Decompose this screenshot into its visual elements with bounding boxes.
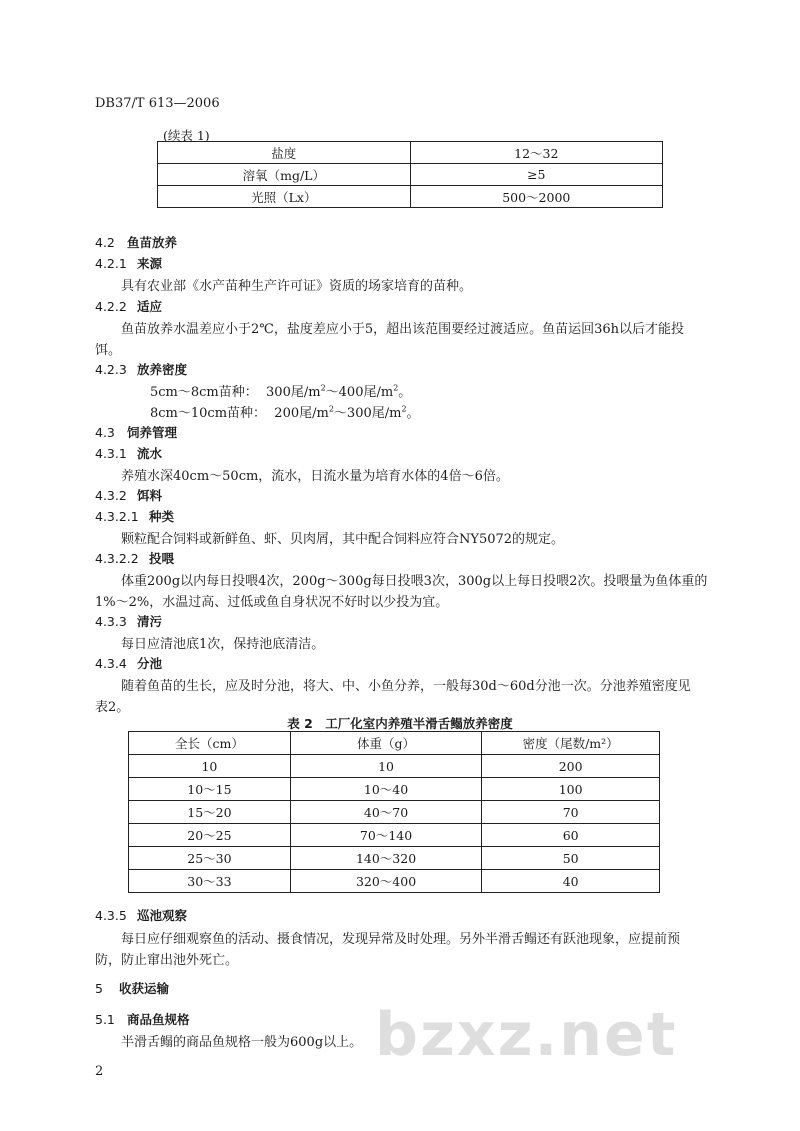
paragraph-line: 每日应仔细观察鱼的活动、摄食情况，发现异常及时处理。另外半滑舌鳎还有跃池现象，应提前预 (121, 932, 681, 947)
table-row (129, 801, 660, 824)
table-cell: 盐度 (158, 142, 411, 164)
heading-4-3-4 (95, 654, 162, 672)
section-number: 4.3 (95, 425, 115, 440)
heading-4-2-2 (95, 297, 162, 315)
table-cell: 40 (482, 870, 660, 893)
section-title: 清污 (136, 614, 162, 629)
paragraph: 具有农业部《水产苗种生产许可证》资质的场家培育的苗种。 (121, 279, 473, 294)
table-row (158, 164, 663, 186)
section-title: 收获运输 (118, 981, 169, 996)
table-cell: 500～2000 (410, 186, 662, 208)
superscript: 2 (320, 383, 326, 393)
table-cell: 60 (482, 824, 660, 847)
section-number: 4.3.3 (95, 614, 127, 629)
table-cell: 20～25 (129, 824, 291, 847)
paragraph-line: 体重200g以内每日投喂4次，200g～300g每日投喂3次，300g以上每日投喂2次。投喂量为鱼体重的 (121, 574, 708, 589)
paragraph-line: 表2。 (95, 700, 130, 715)
density-line-5-8cm (150, 381, 411, 400)
section-number: 4.2.1 (95, 256, 127, 271)
spec-label: 8cm～10cm苗种： (150, 406, 267, 421)
section-title: 种类 (148, 509, 174, 524)
table-cell: 140～320 (290, 847, 481, 870)
section-title: 来源 (136, 256, 162, 271)
paragraph-line: 1%～2%，水温过高、过低或鱼自身状况不好时以少投为宜。 (95, 595, 449, 610)
paragraph-line: 随着鱼苗的生长，应及时分池，将大、中、小鱼分养，一般每30d～60d分池一次。分池养殖密度见 (121, 679, 691, 694)
table-cell: 70～140 (290, 824, 481, 847)
section-number: 4.3.2.2 (95, 551, 139, 566)
section-number: 4.3.5 (95, 908, 127, 923)
table-cell: 10～15 (129, 778, 291, 801)
heading-5 (95, 979, 169, 997)
heading-4-3-2-1 (95, 507, 174, 525)
paragraph: 养殖水深40cm～50cm，流水，日流水量为培育水体的4倍～6倍。 (121, 469, 509, 484)
section-title: 鱼苗放养 (126, 235, 177, 250)
section-title: 适应 (136, 299, 162, 314)
section-title: 饵料 (136, 488, 162, 503)
table-row (129, 755, 660, 778)
table-cell: 70 (482, 801, 660, 824)
column-header: 全长（cm） (129, 732, 291, 755)
paragraph: 每日应清池底1次，保持池底清洁。 (121, 637, 325, 652)
table-header-row (129, 732, 660, 755)
heading-4-2-1 (95, 254, 162, 272)
section-title: 饲养管理 (126, 425, 177, 440)
paragraph-line: 饵。 (95, 343, 122, 358)
heading-4-3-3 (95, 612, 162, 630)
heading-4-3-2-2 (95, 549, 174, 567)
column-header: 密度（尾数/m²） (482, 732, 660, 755)
table-1-continued (157, 141, 663, 208)
watermark: bzxz.net (375, 1000, 678, 1070)
section-number: 4.3.1 (95, 446, 127, 461)
heading-5-1 (95, 1010, 190, 1028)
heading-4-3 (95, 423, 177, 441)
heading-4-3-5 (95, 906, 187, 924)
paragraph: 半滑舌鳎的商品鱼规格一般为600g以上。 (121, 1035, 363, 1050)
table-cell: 25～30 (129, 847, 291, 870)
section-number: 4.2.3 (95, 362, 127, 377)
table-cell: 10～40 (290, 778, 481, 801)
table-row (129, 870, 660, 893)
section-number: 5.1 (95, 1012, 115, 1027)
section-title: 分池 (136, 656, 162, 671)
superscript: 2 (393, 383, 399, 393)
document-code: DB37/T 613—2006 (95, 96, 220, 111)
section-number: 5 (95, 981, 103, 996)
section-number: 4.2.2 (95, 299, 127, 314)
section-title: 巡池观察 (136, 908, 187, 923)
table-cell: 200 (482, 755, 660, 778)
superscript: 2 (401, 404, 407, 414)
density-line-8-10cm (150, 402, 420, 421)
table-cell: ≥5 (410, 164, 662, 186)
punctuation: 。 (398, 385, 412, 400)
section-title: 流水 (136, 446, 162, 461)
heading-4-3-2 (95, 486, 162, 504)
table-row (129, 778, 660, 801)
section-title: 商品鱼规格 (126, 1012, 190, 1027)
table-cell: 光照（Lx） (158, 186, 411, 208)
heading-4-2-3 (95, 360, 187, 378)
table-2 (128, 731, 660, 893)
section-number: 4.3.2.1 (95, 509, 139, 524)
density-max: ～400尾/m (325, 385, 394, 400)
table-row (158, 142, 663, 164)
density-max: ～300尾/m (333, 406, 402, 421)
page-number: 2 (95, 1064, 104, 1079)
paragraph-line: 鱼苗放养水温差应小于2℃，盐度差应小于5，超出该范围要经过渡适应。鱼苗运回36h以后才能投 (121, 322, 684, 337)
section-title: 投喂 (148, 551, 174, 566)
table-cell: 100 (482, 778, 660, 801)
table-row (129, 847, 660, 870)
paragraph: 颗粒配合饲料或新鲜鱼、虾、贝肉屑，其中配合饲料应符合NY5072的规定。 (121, 532, 565, 547)
table-cell: 40～70 (290, 801, 481, 824)
spec-label: 5cm～8cm苗种： (150, 385, 258, 400)
column-header: 体重（g） (290, 732, 481, 755)
superscript: 2 (328, 404, 334, 414)
table-cell: 50 (482, 847, 660, 870)
section-number: 4.3.2 (95, 488, 127, 503)
table-cell: 320～400 (290, 870, 481, 893)
table-cell: 15～20 (129, 801, 291, 824)
table-cell: 溶氧（mg/L） (158, 164, 411, 186)
section-number: 4.3.4 (95, 656, 127, 671)
punctuation: 。 (406, 406, 420, 421)
table-cell: 30～33 (129, 870, 291, 893)
section-number: 4.2 (95, 235, 115, 250)
table-continuation-label: (续表 1) (163, 128, 210, 143)
density-min: 200尾/m (274, 406, 329, 421)
table-cell: 10 (290, 755, 481, 778)
table-cell: 12～32 (410, 142, 662, 164)
table-cell: 10 (129, 755, 291, 778)
heading-4-3-1 (95, 444, 162, 462)
paragraph-line: 防，防止窜出池外死亡。 (95, 953, 239, 968)
section-title: 放养密度 (136, 362, 187, 377)
table-row (158, 186, 663, 208)
table-2-caption: 表 2 工厂化室内养殖半滑舌鳎放养密度 (287, 716, 513, 731)
heading-4-2 (95, 233, 177, 251)
table-row (129, 824, 660, 847)
density-min: 300尾/m (266, 385, 321, 400)
